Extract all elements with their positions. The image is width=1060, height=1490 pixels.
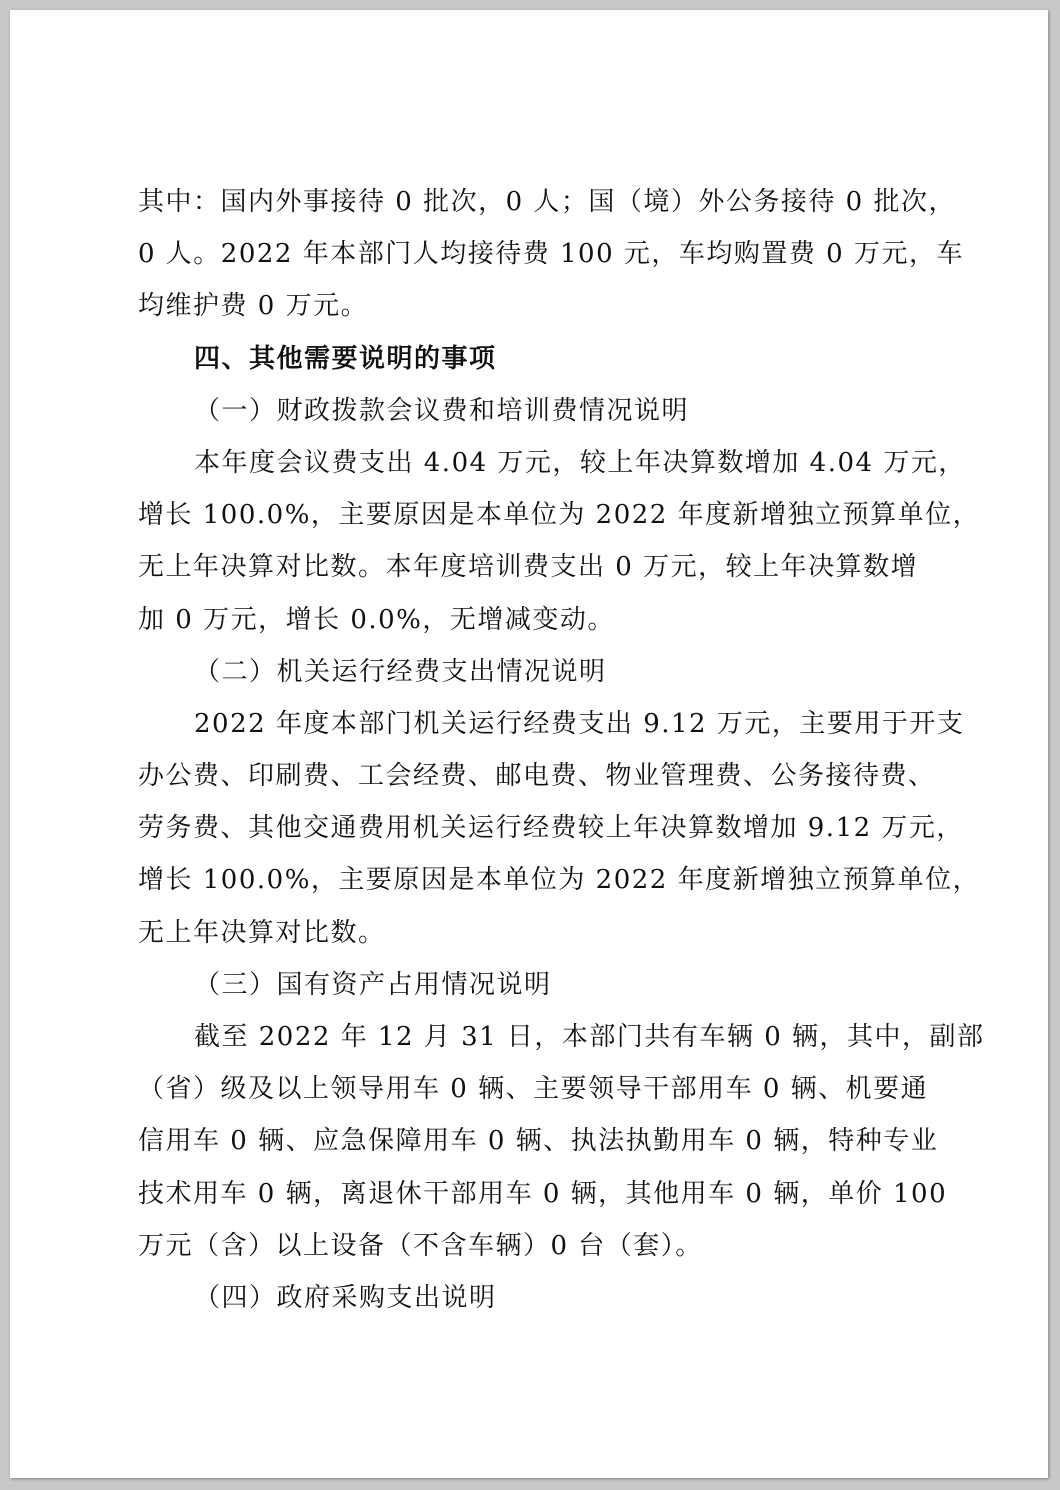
text-line: 信用车 0 辆、应急保障用车 0 辆、执法执勤用车 0 辆，特种专业: [138, 1126, 939, 1157]
subsection-heading: （四）政府采购支出说明: [194, 1282, 497, 1313]
text-line: 办公费、印刷费、工会经费、邮电费、物业管理费、公务接待费、: [138, 761, 936, 792]
document-page: [10, 10, 1048, 1478]
section-heading: 四、其他需要说明的事项: [194, 343, 497, 374]
text-line: 0 人。2022 年本部门人均接待费 100 元，车均购置费 0 万元，车: [138, 239, 964, 270]
document-body: [138, 176, 985, 1324]
text-line: 均维护费 0 万元。: [138, 291, 369, 322]
text-line: 无上年决算对比数。本年度培训费支出 0 万元，较上年决算数增: [138, 552, 919, 583]
text-line: 万元（含）以上设备（不含车辆）0 台（套）。: [138, 1230, 703, 1261]
text-line: 2022 年度本部门机关运行经费支出 9.12 万元，主要用于开支: [194, 708, 965, 739]
text-line: 无上年决算对比数。: [138, 917, 386, 948]
text-line: 截至 2022 年 12 月 31 日，本部门共有车辆 0 辆，其中，副部: [194, 1022, 985, 1052]
text-line: 技术用车 0 辆，离退休干部用车 0 辆，其他用车 0 辆，单价 100: [138, 1178, 948, 1209]
text-line: 本年度会议费支出 4.04 万元，较上年决算数增加 4.04 万元，: [194, 447, 966, 478]
subsection-heading: （三）国有资产占用情况说明: [194, 969, 552, 1000]
text-line: 其中：国内外事接待 0 批次，0 人；国（境）外公务接待 0 批次，: [138, 187, 956, 217]
text-line: 增长 100.0%，主要原因是本单位为 2022 年度新增独立预算单位，: [138, 500, 981, 531]
subsection-heading: （一）财政拨款会议费和培训费情况说明: [194, 395, 690, 426]
text-line: 加 0 万元，增长 0.0%，无增减变动。: [138, 604, 615, 635]
subsection-heading: （二）机关运行经费支出情况说明: [194, 656, 607, 687]
text-line: 增长 100.0%，主要原因是本单位为 2022 年度新增独立预算单位，: [138, 865, 981, 896]
text-line: 劳务费、其他交通费用机关运行经费较上年决算数增加 9.12 万元，: [138, 813, 964, 844]
text-line: （省）级及以上领导用车 0 辆、主要领导干部用车 0 辆、机要通: [138, 1074, 929, 1105]
